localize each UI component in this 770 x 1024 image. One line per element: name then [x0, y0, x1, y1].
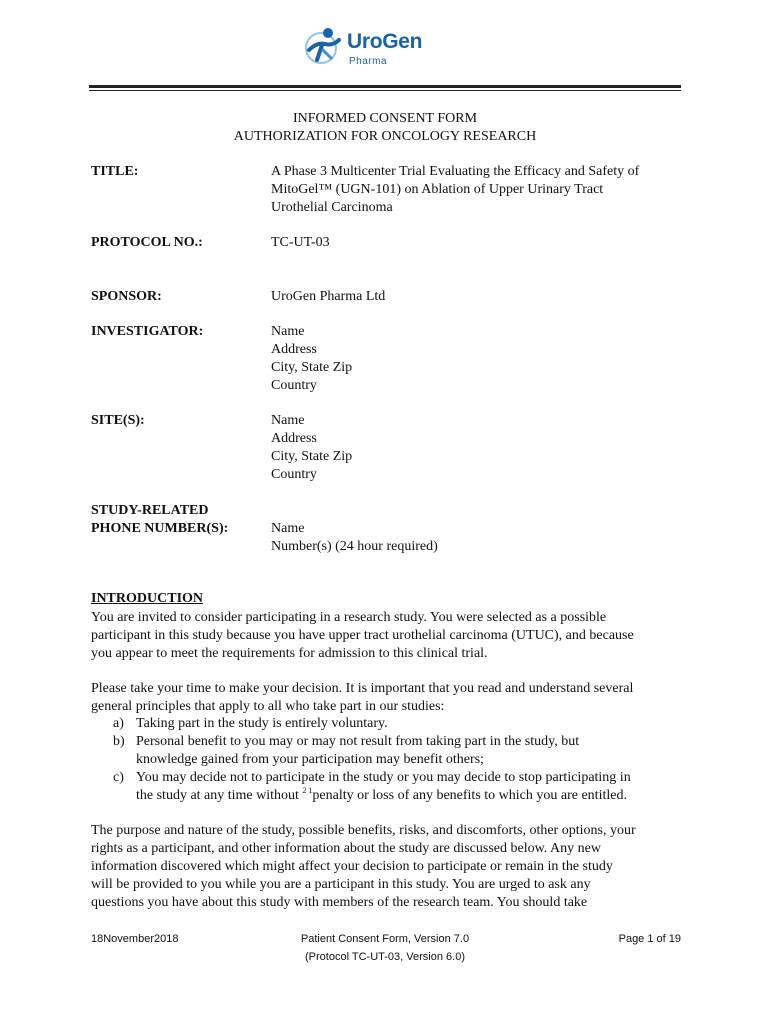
footnote-reference: 2 1 [302, 786, 313, 795]
footer-page-number: Page 1 of 19 [618, 933, 681, 945]
urogen-figure-logo-icon [303, 24, 345, 68]
site-line: Address [271, 431, 317, 446]
investigator-line: City, State Zip [271, 360, 353, 375]
logo-subtitle: Pharma [349, 56, 388, 67]
paragraph-line: will be provided to you while you are a participant in this study. You are urged to ask any [91, 877, 591, 892]
title-line: MitoGel™ (UGN-101) on Ablation of Upper Urinary Tract [271, 182, 604, 197]
logo-wordmark: UroGen [347, 30, 423, 53]
list-marker: c) [113, 770, 124, 785]
intro-paragraph-1 [91, 609, 683, 663]
list-item-line: Taking part in the study is entirely voluntary. [136, 716, 388, 731]
document-title: INFORMED CONSENT FORM [292, 111, 478, 126]
list-marker: b) [113, 734, 125, 749]
title-value [271, 163, 681, 217]
document-subtitle: AUTHORIZATION FOR ONCOLOGY RESEARCH [233, 129, 537, 144]
paragraph-line: rights as a participant, and other information about the study are discussed below. Any new [91, 841, 601, 856]
investigator-line: Name [271, 324, 305, 339]
investigator-label: INVESTIGATOR: [91, 324, 204, 339]
sponsor-label: SPONSOR: [91, 289, 162, 304]
phone-label [91, 502, 261, 538]
paragraph-line: general principles that apply to all who take part in our studies: [91, 699, 445, 714]
paragraph-line: questions you have about this study with members of the research team. You should take [91, 895, 588, 910]
title-line: A Phase 3 Multicenter Trial Evaluating the Efficacy and Safety of [271, 164, 640, 179]
list-item [113, 733, 683, 769]
list-marker: a) [113, 716, 124, 731]
footer-form-version: Patient Consent Form, Version 7.0 [300, 933, 470, 945]
phone-line: Number(s) (24 hour required) [271, 539, 438, 554]
paragraph-line: participant in this study because you have upper tract urothelial carcinoma (UTUC), and because [91, 628, 634, 643]
list-item-text: the study at any time without [136, 788, 303, 803]
site-line: Name [271, 413, 305, 428]
sponsor-value: UroGen Pharma Ltd [271, 289, 386, 304]
footer-date: 18November2018 [91, 933, 179, 945]
paragraph-line: you appear to meet the requirements for admission to this clinical trial. [91, 646, 488, 661]
paragraph-line: The purpose and nature of the study, possible benefits, risks, and discomforts, other options, your [91, 823, 636, 838]
list-item-line: Personal benefit to you may or may not result from taking part in the study, but [136, 734, 580, 749]
phone-line: Name [271, 521, 305, 536]
phone-label-line: STUDY-RELATED [91, 503, 209, 518]
site-line: City, State Zip [271, 449, 353, 464]
phone-label-line: PHONE NUMBER(S): [91, 521, 229, 536]
protocol-label: PROTOCOL NO.: [91, 235, 203, 250]
investigator-line: Address [271, 342, 317, 357]
title-line: Urothelial Carcinoma [271, 200, 393, 215]
title-label: TITLE: [91, 164, 139, 179]
list-item [113, 715, 683, 733]
paragraph-line: information discovered which might affect your decision to participate or remain in the study [91, 859, 613, 874]
footer-protocol-version: (Protocol TC-UT-03, Version 6.0) [305, 951, 465, 963]
investigator-value [271, 323, 681, 395]
list-item-line: You may decide not to participate in the study or you may decide to stop participating in [136, 770, 631, 785]
sponsor-logo [303, 24, 433, 72]
protocol-value: TC-UT-03 [271, 235, 330, 250]
intro-paragraph-2 [91, 680, 683, 716]
header-rule-thin [89, 90, 681, 91]
footer-version [235, 930, 535, 966]
introduction-heading: INTRODUCTION [91, 591, 204, 606]
list-item-line: knowledge gained from your participation may benefit others; [136, 752, 484, 767]
paragraph-line: You are invited to consider participating in a research study. You were selected as a possible [91, 610, 607, 625]
phone-value [271, 520, 681, 556]
list-item-text: penalty or loss of any benefits to which you are entitled. [312, 788, 627, 803]
list-item [113, 769, 683, 805]
header-rule-thick [89, 85, 681, 88]
list-item-line [136, 787, 683, 805]
investigator-line: Country [271, 378, 317, 393]
site-line: Country [271, 467, 317, 482]
principles-list [113, 715, 683, 805]
intro-paragraph-3 [91, 822, 683, 912]
paragraph-line: Please take your time to make your decision. It is important that you read and understand several [91, 681, 634, 696]
sites-label: SITE(S): [91, 413, 145, 428]
sites-value [271, 412, 681, 484]
